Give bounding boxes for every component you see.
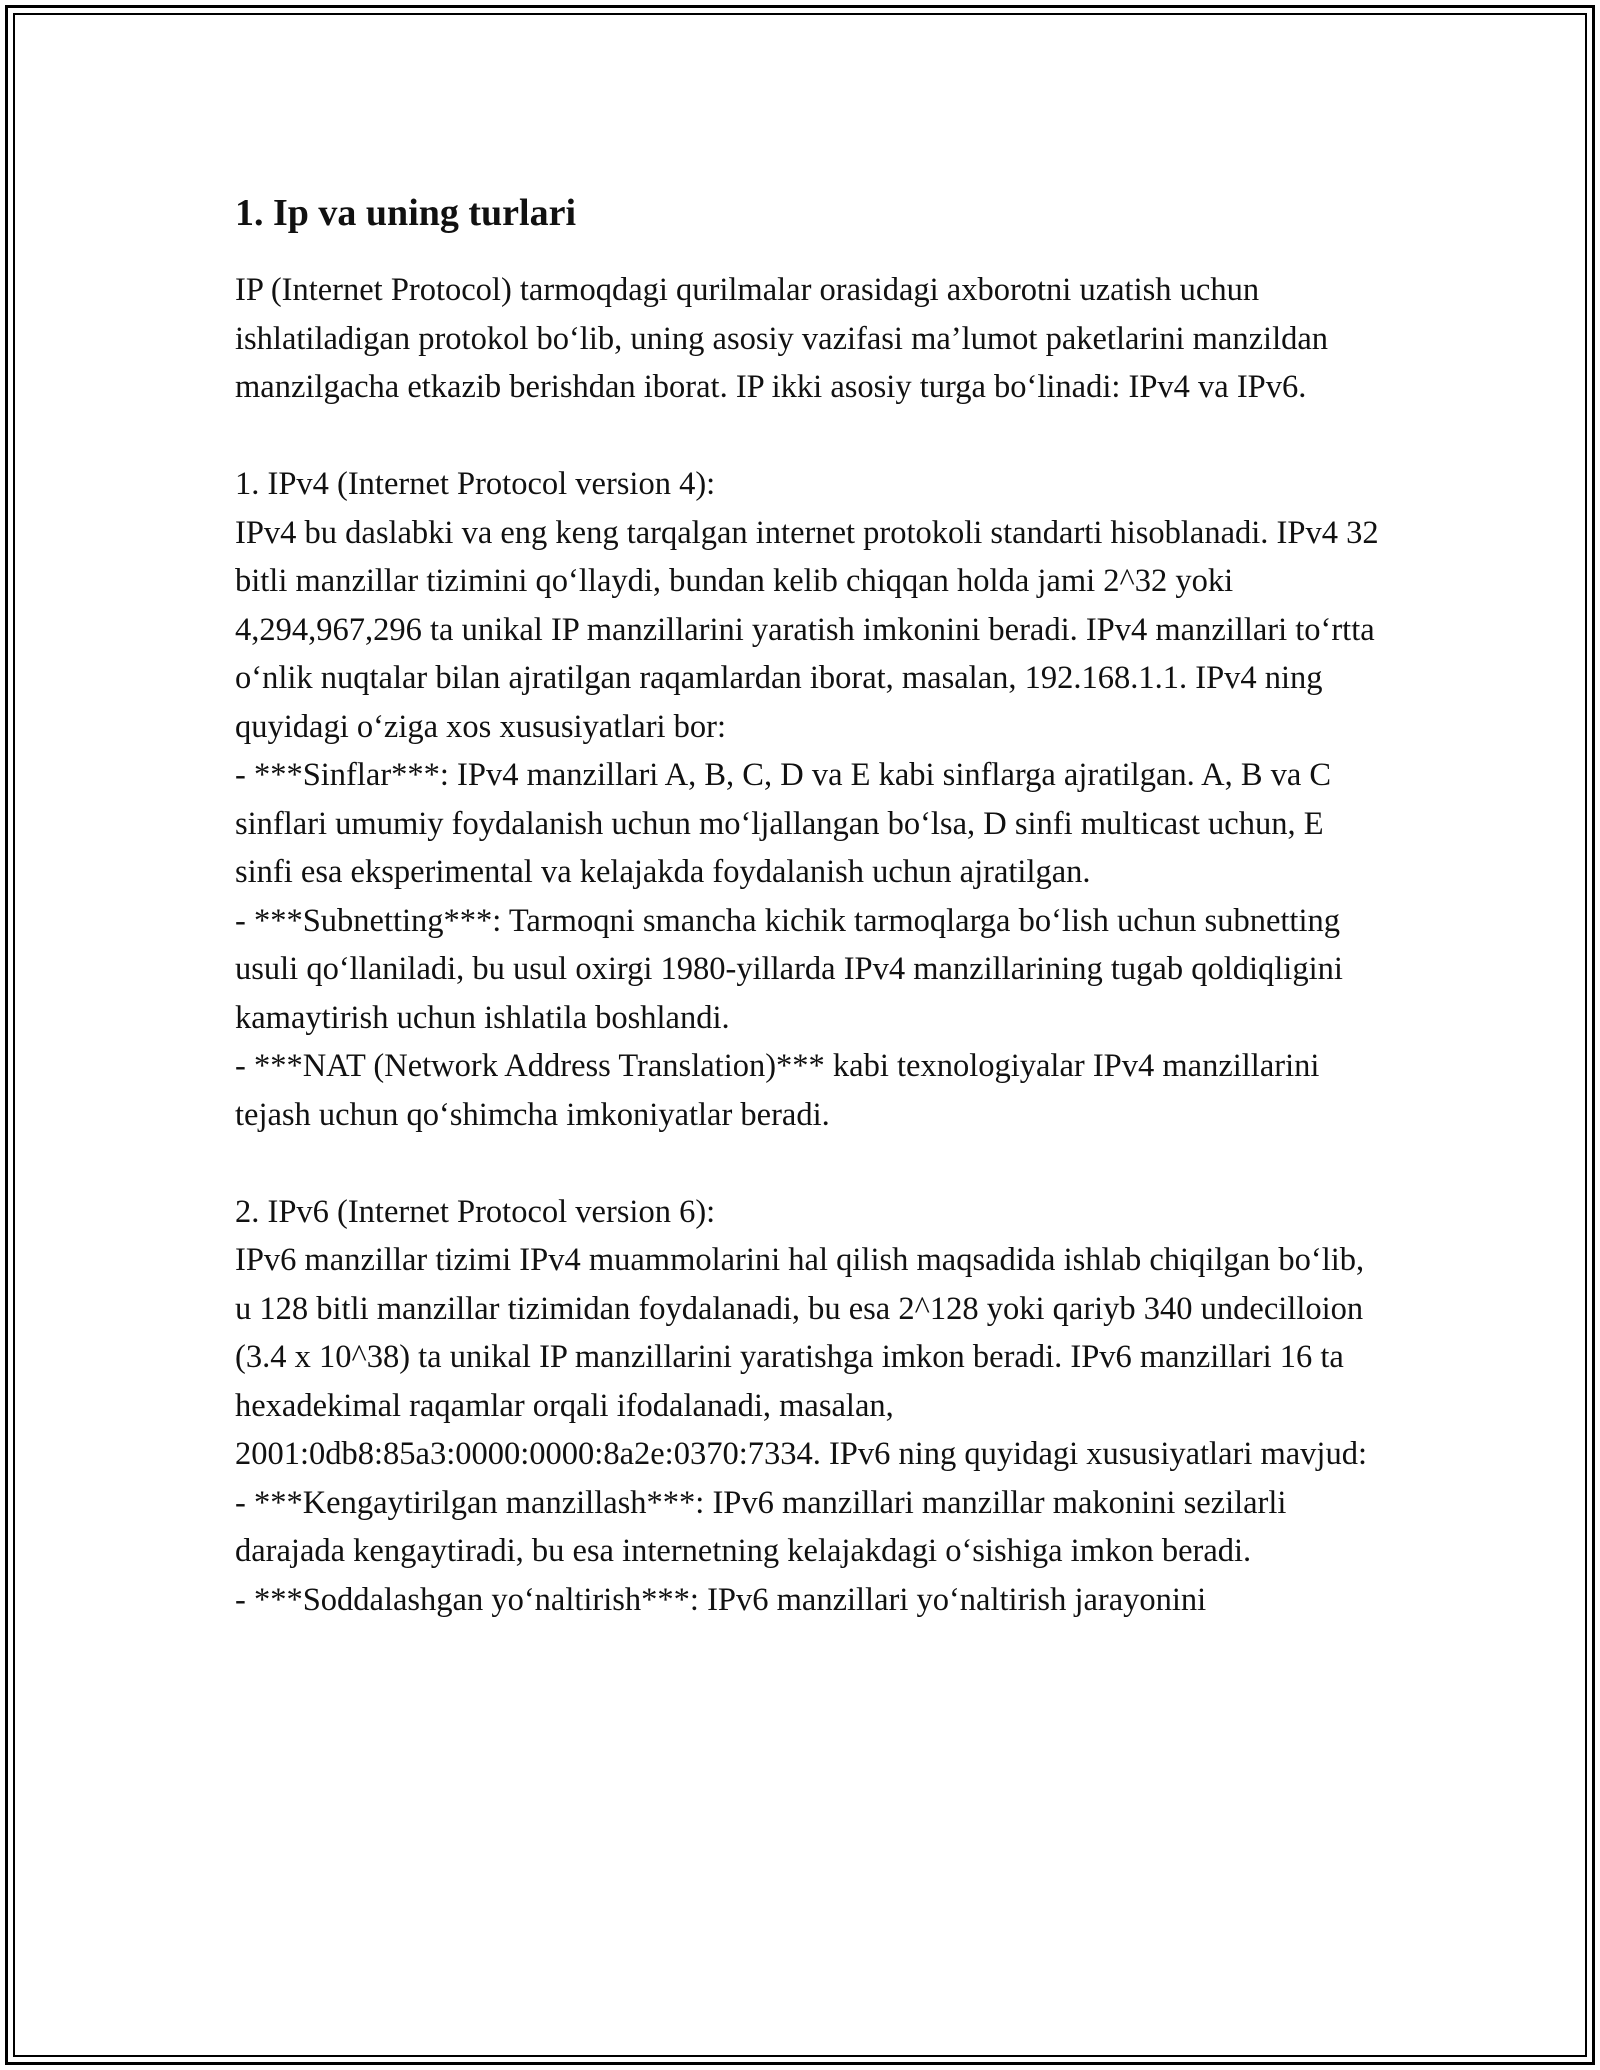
ipv4-item-classes: - ***Sinflar***: IPv4 manzillari A, B, C, D va E kabi sinflarga ajratilgan. A, B va C sinflari umumiy foydalanish uchun mo‘ljallangan bo‘lsa, D sinfi multicast uchun, E sinfi esa eksperimental va kelajakda foydalanish uchun ajratilgan.	[235, 757, 1332, 890]
paragraph-spacer	[235, 1139, 1385, 1188]
ipv6-item-extended-addressing: - ***Kengaytirilgan manzillash***: IPv6 manzillari manzillar makonini sezilarli darajada kengaytiradi, bu esa internetning kelajakdagi o‘sishiga imkon beradi.	[235, 1484, 1287, 1569]
ipv6-item-simplified-routing: - ***Soddalashgan yo‘naltirish***: IPv6 manzillari yo‘naltirish jarayonini	[235, 1581, 1207, 1618]
ipv4-body: IPv4 bu daslabki va eng keng tarqalgan internet protokoli standarti hisoblanadi. IPv4 32 bitli manzillar tizimini qo‘llaydi, bundan kelib chiqqan holda jami 2^32 yoki 4,294,967,296 ta unikal IP manzillarini yaratish imkonini beradi. IPv4 manzillari to‘rtta o‘nlik nuqtalar bilan ajratilgan raqamlardan iborat, masalan, 192.168.1.1. IPv4 ning quyidagi o‘ziga xos xususiyatlari bor:	[235, 514, 1379, 745]
intro-paragraph: IP (Internet Protocol) tarmoqdagi qurilmalar orasidagi axborotni uzatish uchun ishlatiladigan protokol bo‘lib, uning asosiy vazifasi ma’lumot paketlarini manzildan manzilgacha etkazib berishdan iborat. IP ikki asosiy turga bo‘linadi: IPv4 va IPv6.	[235, 272, 1329, 405]
ipv6-title: 2. IPv6 (Internet Protocol version 6):	[235, 1193, 716, 1230]
ipv4-item-subnetting: - ***Subnetting***: Tarmoqni smancha kichik tarmoqlarga bo‘lish uchun subnetting usuli qo‘llaniladi, bu usul oxirgi 1980-yillarda IPv4 manzillarining tugab qoldiqligini kamaytirish uchun ishlatila boshlandi.	[235, 902, 1343, 1036]
paragraph-spacer	[235, 412, 1385, 461]
document-body	[235, 185, 1385, 1624]
ipv4-item-nat: - ***NAT (Network Address Translation)*** kabi texnologiyalar IPv4 manzillarini tejash uchun qo‘shimcha imkoniyatlar beradi.	[235, 1048, 1320, 1133]
ipv6-body: IPv6 manzillar tizimi IPv4 muammolarini hal qilish maqsadida ishlab chiqilgan bo‘lib, u 128 bitli manzillar tizimidan foydalanadi, bu esa 2^128 yoki qariyb 340 undecilloion (3.4 x 10^38) ta unikal IP manzillarini yaratishga imkon beradi. IPv6 manzillari 16 ta hexadekimal raqamlar orqali ifodalanadi, masalan, 2001:0db8:85a3:0000:0000:8a2e:0370:7334. IPv6 ning quyidagi xususiyatlari mavjud:	[235, 1242, 1367, 1472]
ipv4-title: 1. IPv4 (Internet Protocol version 4):	[235, 466, 716, 502]
document-heading: 1. Ip va uning turlari	[235, 192, 577, 234]
